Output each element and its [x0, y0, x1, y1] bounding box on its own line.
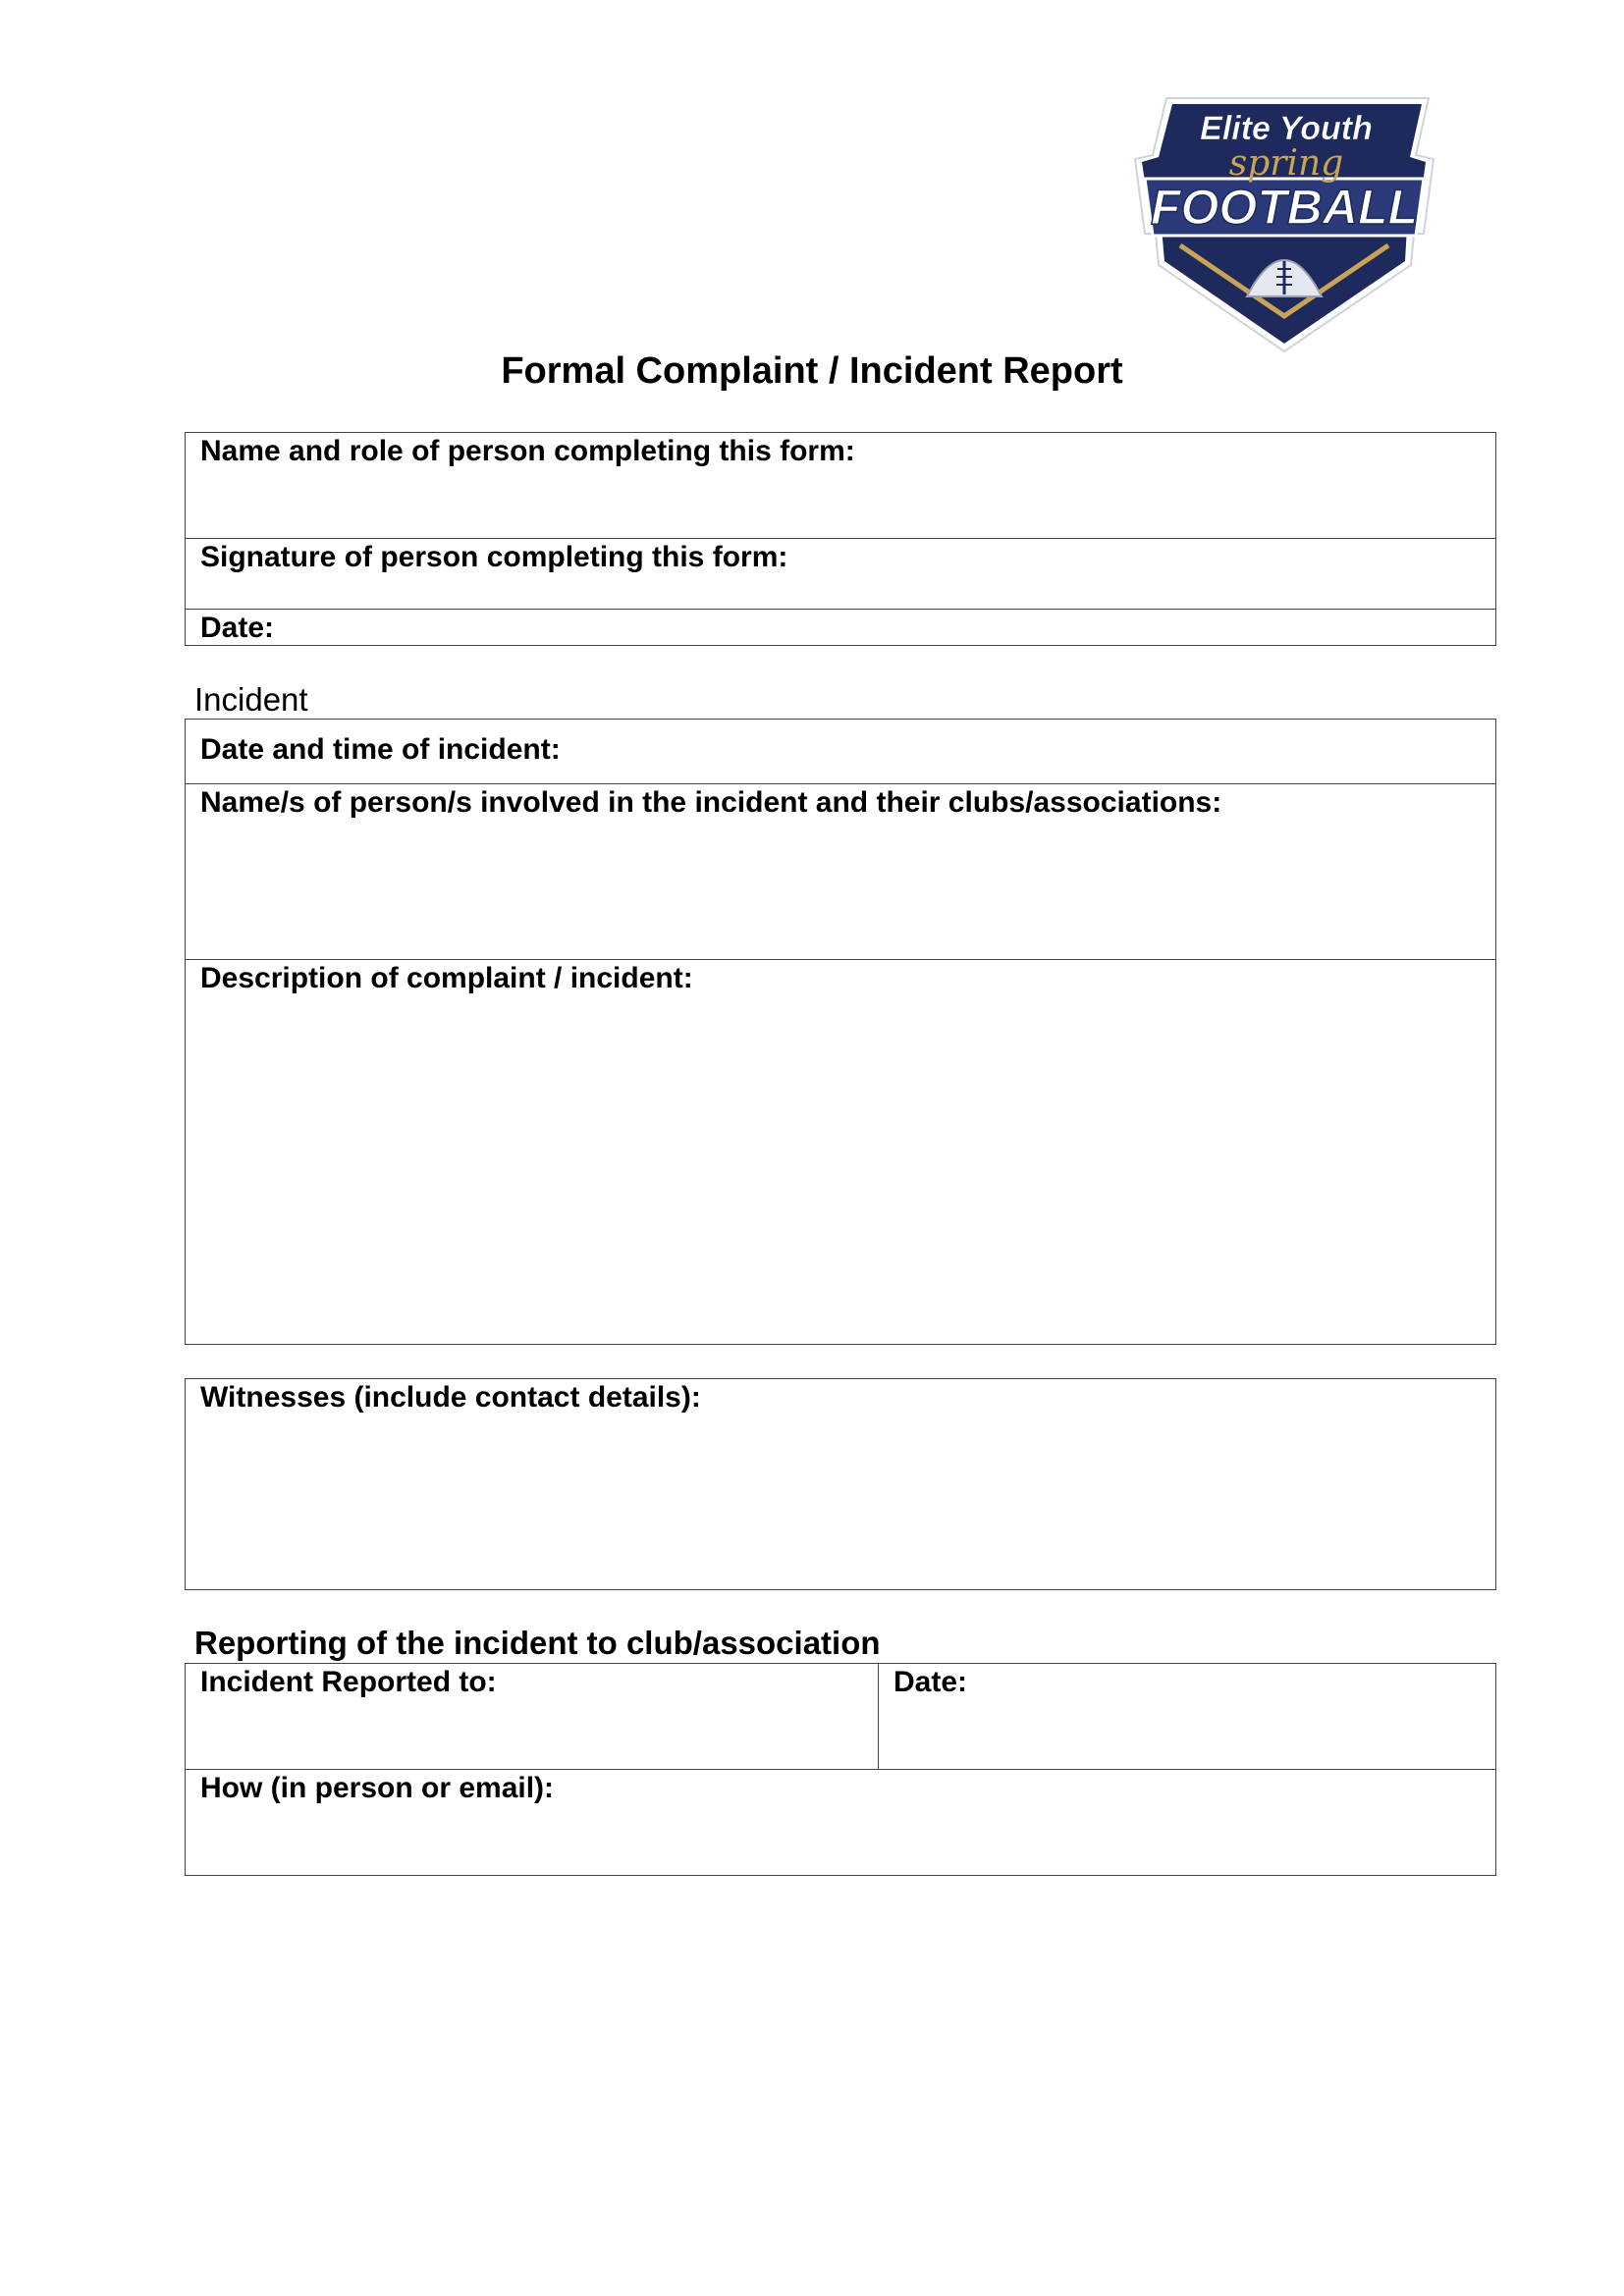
completer-date-row[interactable] [186, 610, 1495, 645]
incident-datetime-label: Date and time of incident: [200, 733, 561, 766]
incident-datetime-row[interactable] [186, 720, 1495, 784]
reporting-heading: Reporting of the incident to club/association [194, 1625, 881, 1661]
incident-heading: Incident [194, 681, 308, 718]
page-title: Formal Complaint / Incident Report [501, 350, 1123, 392]
incident-table [185, 719, 1496, 1345]
name-role-label: Name and role of person completing this form: [200, 435, 855, 467]
witnesses-table [185, 1378, 1496, 1590]
reported-to-cell[interactable] [186, 1664, 879, 1769]
witnesses-label: Witnesses (include contact details): [200, 1381, 701, 1414]
reported-to-row [186, 1664, 1495, 1770]
logo-text-spring: spring [1228, 143, 1344, 184]
persons-involved-label: Name/s of person/s involved in the incident and their clubs/associations: [200, 786, 1222, 819]
logo-text-football: FOOTBALL [1150, 180, 1419, 235]
completer-date-label: Date: [200, 612, 275, 644]
reporting-table [185, 1663, 1496, 1876]
reported-to-label: Incident Reported to: [200, 1666, 497, 1698]
how-reported-row[interactable] [186, 1770, 1495, 1875]
description-row[interactable] [186, 960, 1495, 1344]
name-role-row[interactable] [186, 433, 1495, 539]
reporting-date-cell[interactable] [879, 1664, 1495, 1769]
witnesses-row[interactable] [186, 1379, 1495, 1589]
signature-row[interactable] [186, 539, 1495, 610]
description-label: Description of complaint / incident: [200, 962, 693, 994]
completer-table [185, 432, 1496, 646]
persons-involved-row[interactable] [186, 784, 1495, 960]
logo-text-elite-youth: Elite Youth [1200, 110, 1373, 147]
reporting-date-label: Date: [893, 1666, 968, 1698]
how-reported-label: How (in person or email): [200, 1772, 555, 1804]
signature-label: Signature of person completing this form: [200, 541, 788, 573]
elite-youth-spring-football-logo [1129, 96, 1443, 353]
